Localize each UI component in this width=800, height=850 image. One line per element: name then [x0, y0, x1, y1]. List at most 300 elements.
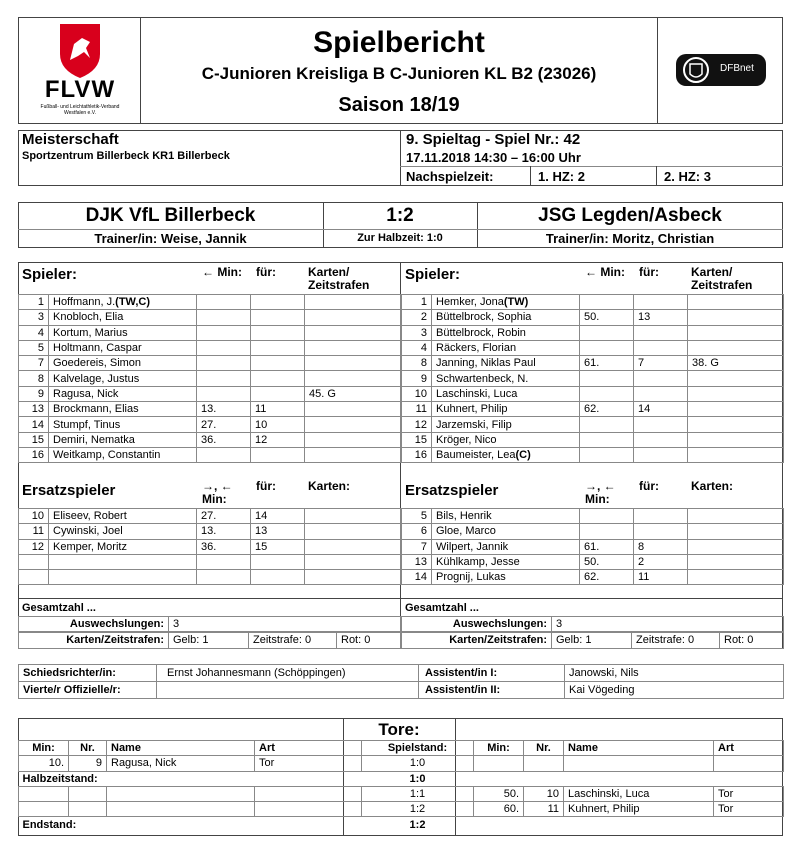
table-row: [402, 524, 784, 539]
player-name-text: Räckers, Florian: [436, 342, 517, 355]
home-players-table: [18, 294, 401, 463]
card-entry: [305, 295, 401, 310]
table-row: [402, 295, 784, 310]
player-name: [432, 447, 580, 462]
player-name: [432, 325, 580, 340]
referee-name: Ernst Johannesmann (Schöppingen): [157, 665, 419, 682]
goal-nr-header: Nr.: [69, 741, 107, 756]
player-name: [432, 417, 580, 432]
card-entry: [688, 325, 784, 340]
sub-minute: [197, 570, 251, 585]
ass1-label: Assistent/in I:: [419, 665, 565, 682]
sub-for-number: [251, 295, 305, 310]
goal-name-header: Name: [107, 741, 255, 756]
sub-for-number: [251, 310, 305, 325]
table-row: [19, 402, 401, 417]
table-row: [402, 447, 784, 462]
sub-for-number: 2: [634, 554, 688, 569]
home-team: DJK VfL Billerbeck: [85, 205, 256, 226]
away-players-table: [401, 294, 784, 463]
dfbnet-label: DFBnet: [720, 63, 754, 74]
table-row: [402, 402, 784, 417]
player-name: [49, 295, 197, 310]
sub-minute: [197, 554, 251, 569]
match-row-line: [18, 229, 783, 230]
goal-type-header: Art: [714, 741, 784, 756]
sub-minute: [580, 509, 634, 524]
card-entry: [305, 524, 401, 539]
goal-home-minute: [19, 802, 69, 817]
card-entry: [305, 417, 401, 432]
card-entry: [305, 432, 401, 447]
player-number: 10: [402, 386, 432, 401]
player-name: [432, 295, 580, 310]
player-number: 8: [402, 356, 432, 371]
goal-home-scorer: [107, 786, 255, 801]
player-number: 7: [402, 539, 432, 554]
goal-away-type: Tor: [714, 802, 784, 817]
sub-for-number: [634, 295, 688, 310]
sub-minute: 62.: [580, 570, 634, 585]
player-name: [49, 356, 197, 371]
away-players-section: [401, 262, 783, 463]
subs-heading: Ersatzspieler: [405, 482, 499, 499]
sub-minute: 61.: [580, 539, 634, 554]
player-number: 8: [19, 371, 49, 386]
players-heading: Spieler:: [22, 266, 78, 283]
sub-minute: [197, 371, 251, 386]
player-name: [432, 402, 580, 417]
sub-minute: 27.: [197, 509, 251, 524]
player-number: 10: [19, 509, 49, 524]
min-header: ← Min:: [585, 265, 625, 279]
cards-header: Karten:: [691, 479, 734, 493]
player-number: 16: [402, 447, 432, 462]
player-name-text: Baumeister, Lea: [436, 449, 516, 462]
card-entry: [688, 340, 784, 355]
player-name-text: Schwartenbeck, N.: [436, 372, 529, 385]
sub-for-number: [634, 371, 688, 386]
player-number: [19, 570, 49, 585]
goal-score: 1:0: [362, 756, 474, 771]
goal-min-header: Min:: [474, 741, 524, 756]
sub-minute: [580, 340, 634, 355]
player-name: [49, 371, 197, 386]
card-entry: [305, 402, 401, 417]
table-row: [402, 356, 784, 371]
competition: Meisterschaft: [22, 131, 119, 148]
away-subs-table: [401, 508, 784, 585]
players-heading: Spieler:: [405, 266, 461, 283]
sub-for-number: [634, 524, 688, 539]
logo-subtext: Fußball- und Leichtathletik-Verband Westfalen e.V.: [40, 104, 120, 116]
player-number: 6: [402, 524, 432, 539]
player-number: 3: [402, 325, 432, 340]
player-number: 13: [19, 402, 49, 417]
card-entry: [305, 371, 401, 386]
goal-away-number: 11: [524, 802, 564, 817]
final-row-value: 1:2: [409, 818, 426, 831]
info-divider: [400, 130, 401, 186]
card-entry: [688, 570, 784, 585]
player-name: [49, 402, 197, 417]
player-name-text: Büttelbrock, Robin: [436, 326, 526, 339]
sub-for-number: [251, 371, 305, 386]
sub-for-number: 10: [251, 417, 305, 432]
player-name: [49, 325, 197, 340]
goal-away-scorer: [564, 756, 714, 771]
goal-row: [19, 786, 784, 801]
goal-away-type: [714, 756, 784, 771]
card-entry: [688, 509, 784, 524]
goal-home-minute: 10.: [19, 756, 69, 771]
player-name: [432, 524, 580, 539]
sub-for-number: [634, 447, 688, 462]
sub-minute: [580, 524, 634, 539]
player-name: [49, 539, 197, 554]
halftime-score: Zur Halbzeit: 1:0: [357, 232, 443, 244]
player-number: 3: [19, 310, 49, 325]
table-row: [402, 340, 784, 355]
cards-header: Karten/ Zeitstrafen: [308, 265, 370, 292]
player-number: 13: [402, 554, 432, 569]
extra-time-second-half: 2. HZ: 3: [664, 169, 711, 184]
cards-header: Karten/ Zeitstrafen: [691, 265, 753, 292]
sub-for-number: 12: [251, 432, 305, 447]
away-coach: Trainer/in: Moritz, Christian: [545, 231, 715, 246]
logo-text: FLVW: [44, 76, 116, 103]
player-name: [49, 417, 197, 432]
player-name-text: Cywinski, Joel: [53, 525, 123, 538]
card-entry: [688, 295, 784, 310]
goal-home-type: [255, 786, 362, 801]
player-name-text: Prognij, Lukas: [436, 571, 506, 584]
table-row: [402, 371, 784, 386]
goal-nr-header: Nr.: [524, 741, 564, 756]
card-entry: [305, 509, 401, 524]
player-name-text: Laschinski, Luca: [436, 387, 518, 400]
goal-home-scorer: [107, 802, 255, 817]
player-name: [49, 447, 197, 462]
card-entry: [305, 356, 401, 371]
sub-for-number: 15: [251, 539, 305, 554]
player-number: 15: [402, 432, 432, 447]
sub-minute: [580, 325, 634, 340]
player-number: 14: [402, 570, 432, 585]
flvw-horse-icon: [30, 20, 130, 80]
card-entry: [688, 417, 784, 432]
sub-minute: [580, 386, 634, 401]
card-entry: [688, 432, 784, 447]
goal-type-header: Art: [255, 741, 362, 756]
sub-for-number: 8: [634, 539, 688, 554]
ass2-name: Kai Vögeding: [565, 682, 784, 699]
substitutions-label: Auswechslungen:: [19, 617, 169, 632]
player-role-tag: (C): [515, 449, 531, 462]
goal-away-scorer: Kuhnert, Philip: [564, 802, 714, 817]
table-row: [402, 509, 784, 524]
card-entry: 38. G: [688, 356, 784, 371]
player-role-tag: (TW,C): [115, 296, 150, 309]
home-red: Rot: 0: [337, 633, 401, 648]
fourth-official-name: [157, 682, 419, 699]
substitutions-label: Auswechslungen:: [402, 617, 552, 632]
sub-for-number: 11: [251, 402, 305, 417]
card-entry: [688, 386, 784, 401]
player-number: 12: [402, 417, 432, 432]
goal-name-header: Name: [564, 741, 714, 756]
home-players-section: [18, 262, 400, 463]
match-datetime: 17.11.2018 14:30 – 16:00 Uhr: [406, 150, 581, 165]
home-substitutions-count: 3: [169, 617, 401, 632]
sub-minute: [197, 310, 251, 325]
ass1-name: Janowski, Nils: [565, 665, 784, 682]
sub-minute: [197, 295, 251, 310]
dfbnet-logo: [676, 54, 766, 86]
player-number: 7: [19, 356, 49, 371]
goal-row: [19, 802, 784, 817]
card-entry: [305, 447, 401, 462]
table-row: [19, 447, 401, 462]
player-name-text: Eliseev, Robert: [53, 510, 127, 523]
ass2-label: Assistent/in II:: [419, 682, 565, 699]
header-divider-right: [657, 17, 658, 124]
player-number: 15: [19, 432, 49, 447]
table-row: [402, 432, 784, 447]
sub-for-number: 14: [251, 509, 305, 524]
player-name-text: Kalvelage, Justus: [53, 372, 140, 385]
goal-away-minute: [474, 756, 524, 771]
player-number: 4: [19, 325, 49, 340]
goals-heading: Tore:: [378, 720, 420, 739]
table-row: [19, 570, 401, 585]
halftime-row-label: Halbzeitstand:: [22, 772, 98, 785]
sub-for-number: [634, 509, 688, 524]
player-number: 1: [402, 295, 432, 310]
totals-heading: Gesamtzahl ...: [22, 602, 96, 614]
card-entry: [305, 554, 401, 569]
table-row: [19, 417, 401, 432]
player-name: [49, 340, 197, 355]
sub-minute: 50.: [580, 554, 634, 569]
goal-away-type: Tor: [714, 786, 784, 801]
card-entry: [688, 402, 784, 417]
table-row: [19, 356, 401, 371]
sub-for-number: [634, 340, 688, 355]
sub-for-number: [634, 417, 688, 432]
season: Saison 18/19: [338, 94, 460, 116]
player-name-text: Holtmann, Caspar: [53, 342, 142, 355]
sub-for-number: 7: [634, 356, 688, 371]
card-entry: [688, 310, 784, 325]
sub-minute: [580, 447, 634, 462]
for-header: für:: [256, 479, 276, 493]
player-name: [49, 432, 197, 447]
for-header: für:: [256, 265, 276, 279]
table-row: [19, 524, 401, 539]
sub-minute: 62.: [580, 402, 634, 417]
home-coach: Trainer/in: Weise, Jannik: [94, 231, 247, 246]
referee-label: Schiedsrichter/in:: [19, 665, 157, 682]
player-name: [49, 509, 197, 524]
player-name-text: Demiri, Nematka: [53, 433, 135, 446]
sub-for-number: 14: [634, 402, 688, 417]
player-name-text: Gloe, Marco: [436, 525, 496, 538]
table-row: [402, 539, 784, 554]
goal-away-minute: 50.: [474, 786, 524, 801]
player-name: [49, 310, 197, 325]
home-yellow: Gelb: 1: [169, 633, 249, 648]
table-row: [19, 509, 401, 524]
sub-minute: [580, 432, 634, 447]
player-name-text: Weitkamp, Constantin: [53, 449, 161, 462]
sub-minute: [580, 417, 634, 432]
away-yellow: Gelb: 1: [552, 633, 632, 648]
sub-for-number: 13: [634, 310, 688, 325]
goal-away-number: [524, 756, 564, 771]
goal-min-header: Min:: [19, 741, 69, 756]
home-time-penalty: Zeitstrafe: 0: [249, 633, 337, 648]
player-number: 9: [19, 386, 49, 401]
card-entry: [688, 371, 784, 386]
empty-cell: [474, 771, 784, 786]
extra-divider-1: [530, 166, 531, 186]
sub-for-number: [634, 386, 688, 401]
min-inout-header: →, ← Min:: [202, 479, 233, 506]
goals-table: [18, 740, 784, 832]
goal-score-header: Spielstand:: [362, 741, 474, 756]
table-row: [19, 295, 401, 310]
card-entry: [305, 325, 401, 340]
goal-score: 1:1: [362, 786, 474, 801]
goal-away-minute: 60.: [474, 802, 524, 817]
sub-minute: [580, 371, 634, 386]
table-row: [19, 325, 401, 340]
card-entry: 45. G: [305, 386, 401, 401]
table-row: [19, 371, 401, 386]
dfb-emblem-icon: [680, 54, 712, 86]
table-row: [19, 554, 401, 569]
card-entry: [688, 524, 784, 539]
sub-for-number: [251, 386, 305, 401]
officials-table: [18, 664, 784, 699]
goal-home-type: Tor: [255, 756, 362, 771]
player-name-text: Hoffmann, J.: [53, 296, 116, 309]
table-row: [402, 554, 784, 569]
sub-minute: 13.: [197, 402, 251, 417]
card-entry: [305, 570, 401, 585]
final-row: [19, 817, 784, 832]
fourth-official-label: Vierte/r Offizielle/r:: [19, 682, 157, 699]
player-name: [432, 371, 580, 386]
card-entry: [688, 447, 784, 462]
player-name: [432, 340, 580, 355]
sub-minute: [197, 386, 251, 401]
goal-home-number: [69, 802, 107, 817]
player-number: 4: [402, 340, 432, 355]
goal-home-minute: [19, 786, 69, 801]
card-entry: [688, 539, 784, 554]
player-name-text: Kortum, Marius: [53, 326, 128, 339]
goal-home-type: [255, 802, 362, 817]
table-row: [402, 310, 784, 325]
league-name: C-Junioren Kreisliga B C-Junioren KL B2 (23026): [201, 64, 597, 83]
min-header: ← Min:: [202, 265, 242, 279]
player-name-text: Hemker, Jona: [436, 296, 504, 309]
final-row-label: Endstand:: [22, 818, 77, 831]
sub-for-number: 11: [634, 570, 688, 585]
goal-home-scorer: Ragusa, Nick: [107, 756, 255, 771]
sub-minute: 50.: [580, 310, 634, 325]
sub-for-number: [634, 325, 688, 340]
player-name: [432, 509, 580, 524]
player-number: 14: [19, 417, 49, 432]
sub-minute: 36.: [197, 539, 251, 554]
extra-time-row-line: [400, 166, 783, 167]
goal-home-number: [69, 786, 107, 801]
halftime-row: [19, 771, 784, 786]
cards-header: Karten:: [308, 479, 351, 493]
final-score: 1:2: [386, 205, 414, 226]
table-row: [19, 386, 401, 401]
player-number: [19, 554, 49, 569]
player-name-text: Kuhnert, Philip: [436, 403, 508, 416]
table-row: [19, 539, 401, 554]
sub-minute: [197, 325, 251, 340]
page-title: Spielbericht: [313, 26, 485, 59]
away-substitutions-count: 3: [552, 617, 784, 632]
for-header: für:: [639, 479, 659, 493]
totals-heading: Gesamtzahl ...: [405, 602, 479, 614]
player-number: 12: [19, 539, 49, 554]
away-subs-section: [401, 476, 783, 585]
player-name-text: Kemper, Moritz: [53, 540, 127, 553]
player-number: 2: [402, 310, 432, 325]
table-row: [402, 570, 784, 585]
away-team: JSG Legden/Asbeck: [538, 205, 722, 226]
player-name: [49, 524, 197, 539]
sub-minute: 13.: [197, 524, 251, 539]
player-number: 11: [19, 524, 49, 539]
player-number: 9: [402, 371, 432, 386]
away-red: Rot: 0: [720, 633, 784, 648]
goal-away-number: 10: [524, 786, 564, 801]
table-row: [19, 432, 401, 447]
player-name-text: Büttelbrock, Sophia: [436, 311, 532, 324]
goal-score: 1:2: [362, 802, 474, 817]
card-entry: [305, 340, 401, 355]
table-row: [402, 417, 784, 432]
player-role-tag: (TW): [503, 296, 529, 309]
player-number: 1: [19, 295, 49, 310]
player-name-text: Goedereis, Simon: [53, 357, 142, 370]
sub-minute: 36.: [197, 432, 251, 447]
sub-minute: 61.: [580, 356, 634, 371]
away-totals: [401, 598, 783, 649]
player-name-text: Janning, Niklas Paul: [436, 357, 536, 370]
player-name: [49, 554, 197, 569]
subs-heading: Ersatzspieler: [22, 482, 116, 499]
sub-minute: [580, 295, 634, 310]
sub-for-number: [251, 340, 305, 355]
card-entry: [688, 554, 784, 569]
player-name: [432, 386, 580, 401]
card-entry: [305, 310, 401, 325]
player-name: [432, 570, 580, 585]
player-name-text: Kröger, Nico: [436, 433, 497, 446]
player-number: 5: [402, 509, 432, 524]
min-inout-header: →, ← Min:: [585, 479, 616, 506]
